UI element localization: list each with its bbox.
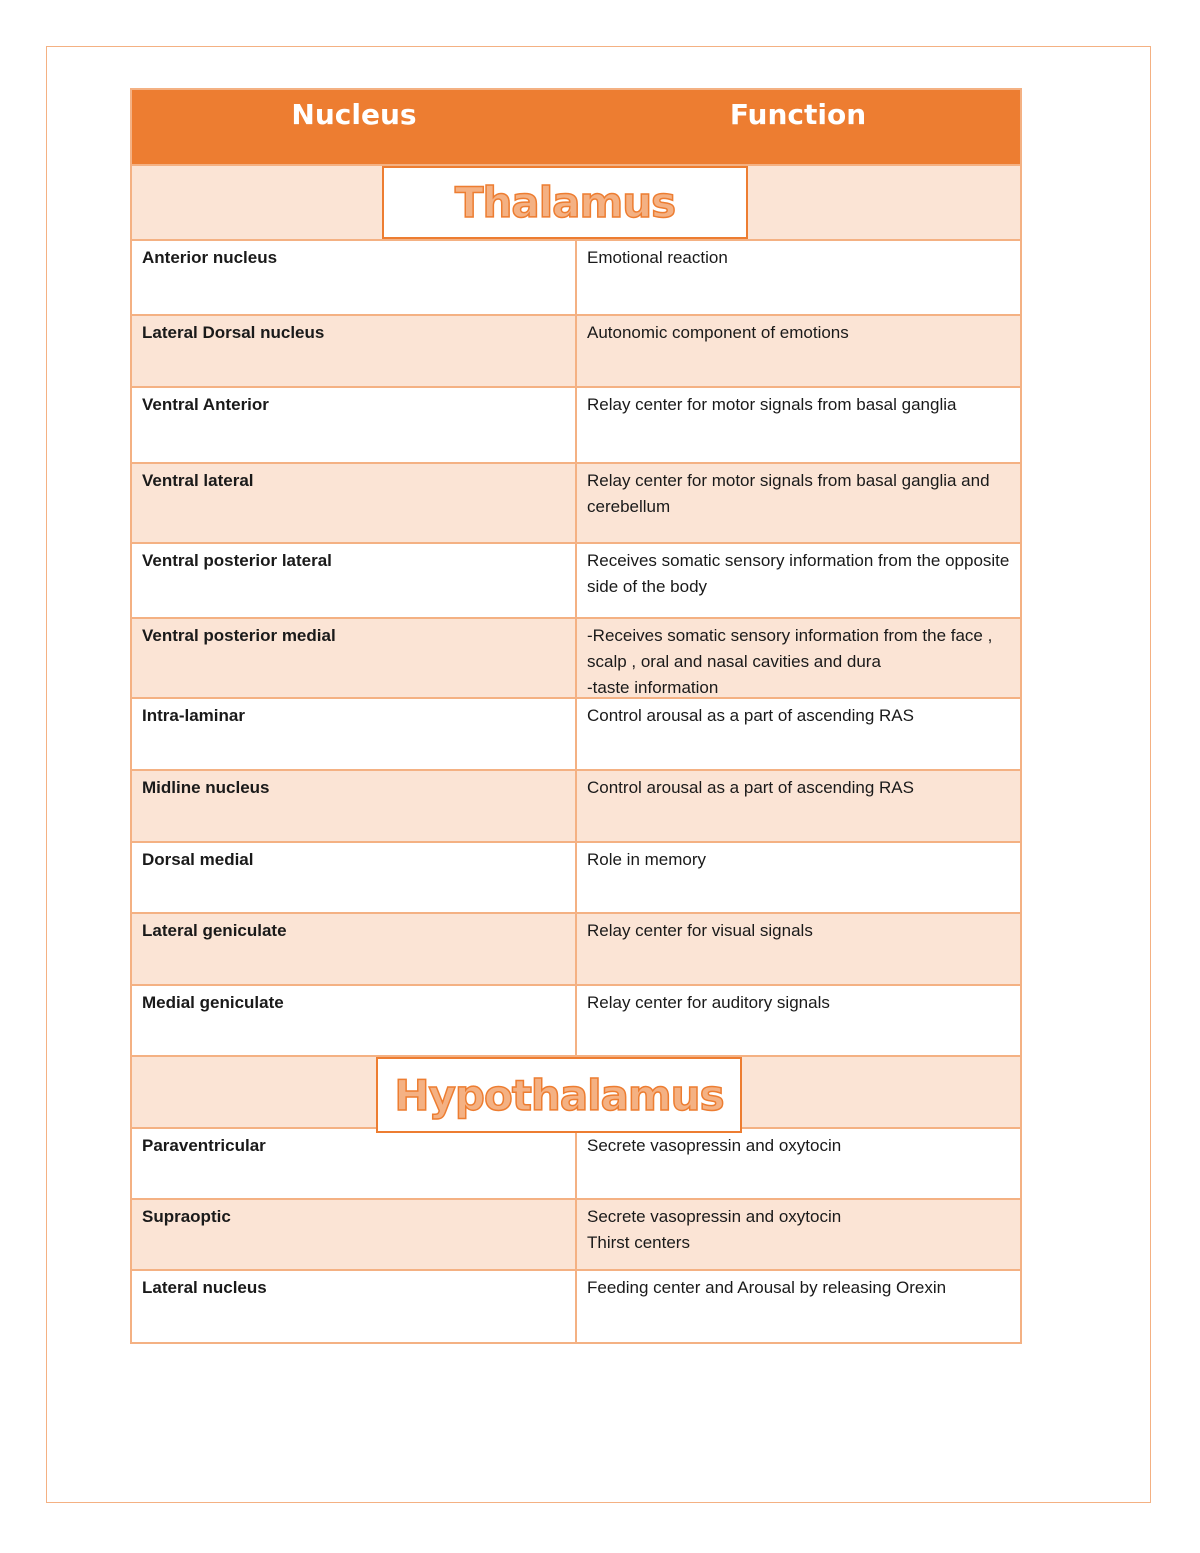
table-row xyxy=(132,1271,1020,1342)
header-function: Function xyxy=(729,98,867,131)
table-header xyxy=(132,90,1020,166)
nucleus-cell: Medial geniculate xyxy=(132,986,577,1055)
function-cell: Secrete vasopressin and oxytocin xyxy=(587,1136,842,1155)
table-row xyxy=(132,1129,1020,1200)
table-row xyxy=(132,771,1020,843)
nucleus-cell: Lateral Dorsal nucleus xyxy=(132,316,577,386)
table-row xyxy=(132,241,1020,316)
nucleus-cell: Midline nucleus xyxy=(132,771,577,841)
function-cell: Control arousal as a part of ascending RAS xyxy=(587,778,914,797)
header-nucleus: Nucleus xyxy=(291,98,417,131)
function-cell: Relay center for auditory signals xyxy=(587,993,830,1012)
table-row xyxy=(132,986,1020,1057)
table-row xyxy=(132,1200,1020,1271)
nucleus-cell: Lateral nucleus xyxy=(132,1271,577,1342)
nucleus-cell: Ventral posterior medial xyxy=(132,619,577,697)
function-cell: Control arousal as a part of ascending RAS xyxy=(587,706,914,725)
section-title-thalamus: Thalamus xyxy=(382,166,748,239)
nucleus-cell: Ventral lateral xyxy=(132,464,577,542)
function-cell: Relay center for motor signals from basal ganglia xyxy=(587,395,957,414)
table-row xyxy=(132,464,1020,544)
table-row xyxy=(132,699,1020,771)
function-cell: Receives somatic sensory information from the opposite side of the body xyxy=(587,551,1010,596)
table-row xyxy=(132,914,1020,986)
table-row xyxy=(132,388,1020,464)
table-row xyxy=(132,843,1020,914)
function-cell: Relay center for visual signals xyxy=(587,921,813,940)
nucleus-cell: Supraoptic xyxy=(132,1200,577,1269)
section-title-hypothalamus: Hypothalamus xyxy=(376,1057,742,1133)
function-cell: Relay center for motor signals from basal ganglia and cerebellum xyxy=(587,471,990,516)
nucleus-cell: Lateral geniculate xyxy=(132,914,577,984)
table-row xyxy=(132,316,1020,388)
nucleus-cell: Anterior nucleus xyxy=(132,241,577,314)
nucleus-cell: Dorsal medial xyxy=(132,843,577,912)
function-cell: Emotional reaction xyxy=(587,248,728,267)
section-thalamus xyxy=(132,166,1020,241)
function-cell: Role in memory xyxy=(587,850,707,869)
function-cell: Autonomic component of emotions xyxy=(587,323,849,342)
nucleus-function-table xyxy=(130,88,1022,1344)
table-row xyxy=(132,544,1020,619)
function-cell: Secrete vasopressin and oxytocin Thirst centers xyxy=(587,1207,842,1252)
table-row xyxy=(132,619,1020,699)
function-cell: -Receives somatic sensory information from the face , scalp , oral and nasal cavities and dura -taste information xyxy=(587,626,993,697)
section-hypothalamus xyxy=(132,1057,1020,1129)
nucleus-cell: Ventral posterior lateral xyxy=(132,544,577,617)
function-cell: Feeding center and Arousal by releasing Orexin xyxy=(587,1278,947,1297)
nucleus-cell: Paraventricular xyxy=(132,1129,577,1198)
nucleus-cell: Ventral Anterior xyxy=(132,388,577,462)
nucleus-cell: Intra-laminar xyxy=(132,699,577,769)
